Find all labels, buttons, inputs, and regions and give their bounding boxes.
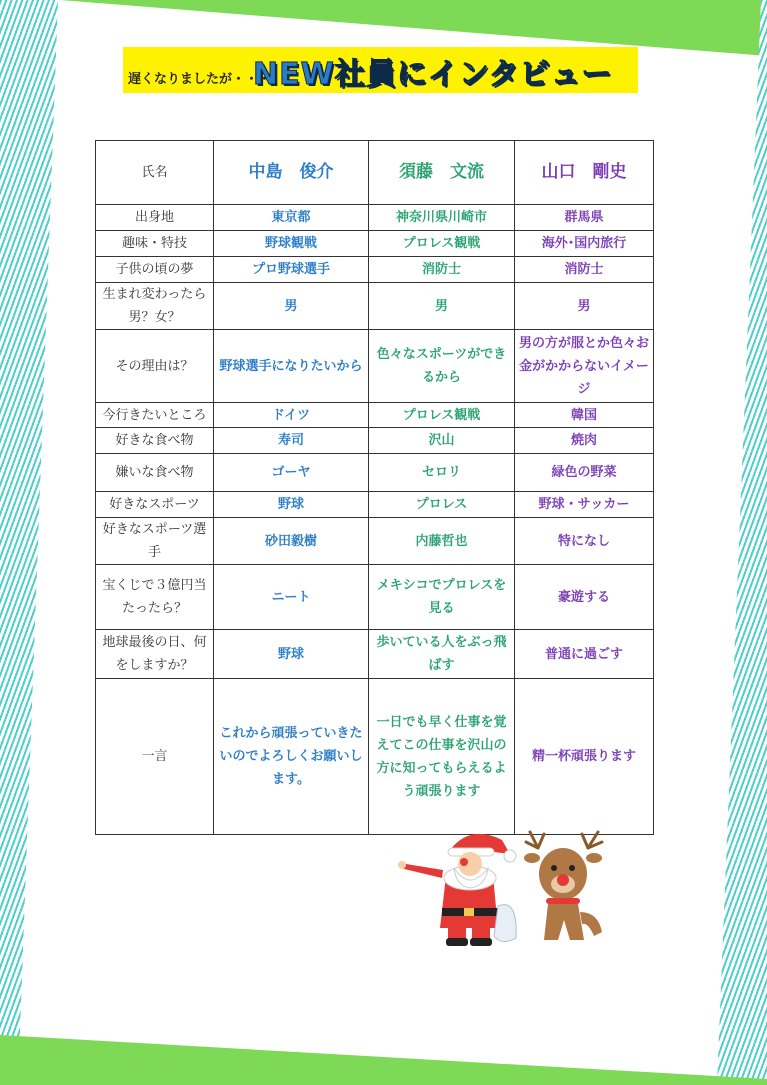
answer-cell: 群馬県 — [515, 205, 654, 231]
santa-icon — [398, 834, 516, 946]
table-row — [96, 205, 654, 231]
title-prefix: 遅くなりましたが・・・ — [128, 72, 272, 87]
answer-cell: 野球選手になりたいから — [214, 330, 369, 403]
answer-cell: 内藤哲也 — [369, 518, 515, 565]
person-name: 山口 剛史 — [515, 141, 654, 205]
interview-table — [95, 140, 654, 835]
answer-cell: 韓国 — [515, 403, 654, 428]
answer-cell: 野球・サッカー — [515, 492, 654, 518]
question-cell: 好きなスポーツ選手 — [96, 518, 214, 565]
answer-cell: 歩いている人をぶっ飛ばす — [369, 630, 515, 679]
answer-cell: 寿司 — [214, 428, 369, 454]
table-row — [96, 403, 654, 428]
answer-cell: 消防士 — [515, 257, 654, 283]
answer-cell: 男の方が服とか色々お金がかからないイメージ — [515, 330, 654, 403]
table-row — [96, 679, 654, 835]
person-name: 中島 俊介 — [214, 141, 369, 205]
answer-cell: メキシコでプロレスを見る — [369, 565, 515, 630]
header-label: 氏名 — [96, 141, 214, 205]
answer-cell: プロレス観戦 — [369, 231, 515, 257]
left-stripe-decoration — [0, 0, 70, 1085]
question-cell: 今行きたいところ — [96, 403, 214, 428]
question-cell: 趣味・特技 — [96, 231, 214, 257]
question-cell: 出身地 — [96, 205, 214, 231]
answer-cell: 野球観戦 — [214, 231, 369, 257]
answer-cell: ゴーヤ — [214, 454, 369, 492]
table-header-row — [96, 141, 654, 205]
answer-cell: セロリ — [369, 454, 515, 492]
table-row — [96, 565, 654, 630]
answer-cell: 沢山 — [369, 428, 515, 454]
table-row — [96, 283, 654, 330]
question-cell: 生まれ変わったら男？女？ — [96, 283, 214, 330]
answer-cell: 男 — [515, 283, 654, 330]
question-cell: 嫌いな食べ物 — [96, 454, 214, 492]
question-cell: その理由は？ — [96, 330, 214, 403]
answer-cell: 特になし — [515, 518, 654, 565]
answer-cell: 野球 — [214, 492, 369, 518]
answer-cell: プロ野球選手 — [214, 257, 369, 283]
answer-cell: 東京都 — [214, 205, 369, 231]
question-cell: 宝くじで３億円当たったら？ — [96, 565, 214, 630]
answer-cell: 海外･国内旅行 — [515, 231, 654, 257]
table-row — [96, 454, 654, 492]
answer-cell: 砂田毅樹 — [214, 518, 369, 565]
page-title: NEW社員にインタビュー — [253, 57, 613, 92]
answer-cell: これから頑張っていきたいのでよろしくお願いします。 — [214, 679, 369, 835]
answer-cell: 男 — [369, 283, 515, 330]
answer-cell: プロレス — [369, 492, 515, 518]
table-row — [96, 428, 654, 454]
table-row — [96, 630, 654, 679]
table-row — [96, 231, 654, 257]
person-name: 須藤 文流 — [369, 141, 515, 205]
answer-cell: プロレス観戦 — [369, 403, 515, 428]
table-row — [96, 492, 654, 518]
right-stripe-decoration — [697, 0, 767, 1085]
table-row — [96, 257, 654, 283]
answer-cell: 男 — [214, 283, 369, 330]
question-cell: 一言 — [96, 679, 214, 835]
answer-cell: 緑色の野菜 — [515, 454, 654, 492]
christmas-illustration — [398, 828, 628, 950]
answer-cell: 消防士 — [369, 257, 515, 283]
answer-cell: ドイツ — [214, 403, 369, 428]
answer-cell: 一日でも早く仕事を覚えてこの仕事を沢山の方に知ってもらえるよう頑張ります — [369, 679, 515, 835]
answer-cell: 豪遊する — [515, 565, 654, 630]
reindeer-icon — [524, 832, 602, 940]
answer-cell: 神奈川県川崎市 — [369, 205, 515, 231]
bottom-corner-decoration — [0, 1035, 767, 1085]
question-cell: 好きな食べ物 — [96, 428, 214, 454]
answer-cell: 普通に過ごす — [515, 630, 654, 679]
answer-cell: 精一杯頑張ります — [515, 679, 654, 835]
question-cell: 好きなスポーツ — [96, 492, 214, 518]
answer-cell: 焼肉 — [515, 428, 654, 454]
question-cell: 地球最後の日、何をしますか？ — [96, 630, 214, 679]
table-row — [96, 518, 654, 565]
answer-cell: ニート — [214, 565, 369, 630]
answer-cell: 色々なスポーツができるから — [369, 330, 515, 403]
answer-cell: 野球 — [214, 630, 369, 679]
question-cell: 子供の頃の夢 — [96, 257, 214, 283]
table-row — [96, 330, 654, 403]
